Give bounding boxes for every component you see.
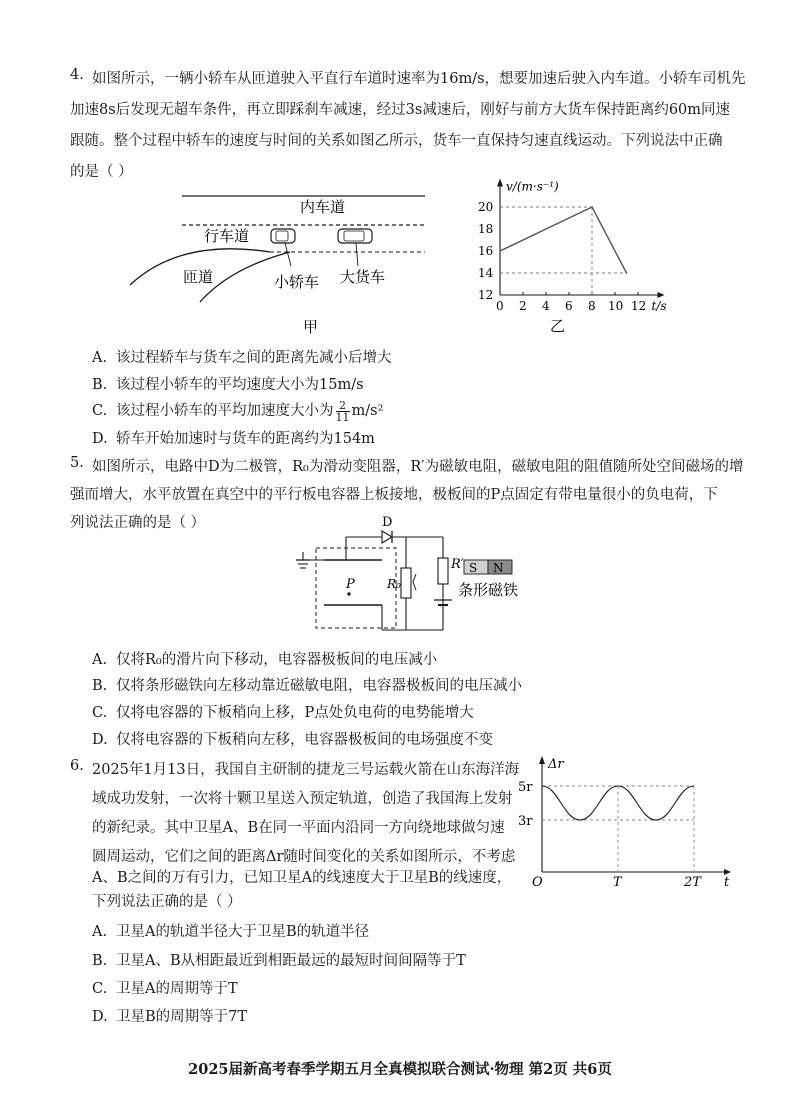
question-6-line-6: 下列说法正确的是（ ） [92,894,242,910]
q4-option-c[interactable]: C. 该过程小轿车的平均加速度大小为 $\frac{2}{11}$ m/s² [92,398,384,424]
svg-text:P: P [346,577,355,592]
velocity-line [500,207,627,273]
delta-r-curve [542,786,694,820]
question-6-number: 6. [70,758,84,774]
magnetoresistor [438,558,448,584]
y-tick-label: 20 [478,200,494,214]
diode-icon [382,531,392,543]
question-4-line-4: 的是（ ） [70,164,133,180]
question-5-line-2: 强而增大，水平放置在真空中的平行板电容器上板接地，极板间的P点固定有带电量很小的负电荷，下 [70,487,718,503]
q6-option-d[interactable]: D. 卫星B的周期等于7T [92,1009,248,1025]
svg-text:D: D [382,515,393,530]
svg-text:T: T [613,875,622,890]
figure-jia-road-diagram [120,178,440,338]
point-p [347,592,350,595]
label-inner-lane: 内车道 [300,198,346,216]
question-6-line-3: 的新纪录。其中卫星A、B在同一平面内沿同一方向绕地球做匀速 [92,820,505,836]
q6-option-b[interactable]: B. 卫星A、B从相距最近到相距最远的最短时间间隔等于T [92,953,466,969]
data-point [591,206,593,208]
figure-jia-caption: 甲 [303,318,319,336]
svg-text:5r: 5r [518,780,533,795]
svg-text:2T: 2T [684,875,701,890]
r0-resistor [401,568,411,598]
question-4-number: 4. [70,67,84,83]
q5-option-d[interactable]: D. 仅将电容器的下板稍向左移，电容器极板间的电场强度不变 [92,732,493,748]
q5-option-c[interactable]: C. 仅将电容器的下板稍向上移，P点处负电荷的电势能增大 [92,705,474,721]
question-6-line-2: 域成功发射，一次将十颗卫星送入预定轨道，创造了我国海上发射 [92,791,513,807]
q5-option-b[interactable]: B. 仅将条形磁铁向左移动靠近磁敏电阻，电容器极板间的电压减小 [92,678,522,694]
svg-text:条形磁铁: 条形磁铁 [458,581,519,599]
y-axis-arrow [497,179,503,187]
y-axis-label: v/(m·s⁻¹) [506,179,559,194]
y-tick-label: 18 [478,222,494,236]
question-5-line-1: 如图所示，电路中D为二极管，R₀为滑动变阻器，R′为磁敏电阻，磁敏电阻的阻值随所处空间磁场的增 [92,459,744,475]
figure-yi-vt-chart [462,172,682,334]
svg-text:t: t [724,875,730,890]
fraction-2-11: $\frac{2}{11}$ [335,398,350,424]
question-5-number: 5. [70,455,84,471]
q6-option-c[interactable]: C. 卫星A的周期等于T [92,981,238,997]
question-4-line-1: 如图所示，一辆小轿车从匝道驶入平直行车道时速率为16m/s，想要加速后驶入内车道。小轿车司机先 [92,71,746,87]
x-axis-label: t/s [651,299,667,313]
q5-option-a[interactable]: A. 仅将R₀的滑片向下移动，电容器极板间的电压减小 [92,652,438,668]
question-6-line-4: 圆周运动，它们之间的距离Δr随时间变化的关系如图所示，不考虑 [92,849,516,865]
data-point [499,250,501,252]
label-small-car: 小轿车 [274,273,320,291]
x-tick-label: 6 [565,299,573,313]
figure-yi-caption: 乙 [550,317,566,334]
x-tick-label: 12 [631,299,647,313]
y-tick-label: 14 [478,266,494,280]
svg-text:S: S [469,561,478,575]
x-axis-arrow [658,292,665,298]
label-truck: 大货车 [340,268,386,286]
question-4-line-2: 加速8s后发现无超车条件，再立即踩刹车减速，经过3s减速后，刚好与前方大货车保持距离约60m同速 [70,102,731,118]
data-point [626,272,628,274]
x-tick-label: 2 [519,299,527,313]
q4-option-d[interactable]: D. 轿车开始加速时与货车的距离约为154m [92,431,375,447]
q4-option-b[interactable]: B. 该过程小轿车的平均速度大小为15m/s [92,377,364,393]
y-tick-label: 16 [478,244,494,258]
svg-text:R′: R′ [451,557,464,572]
q4-option-a[interactable]: A. 该过程轿车与货车之间的距离先减小后增大 [92,350,392,366]
delta-r-time-graph [512,754,734,890]
label-driving-lane: 行车道 [204,227,250,245]
question-6-line-5: A、B之间的万有引力，已知卫星A的线速度大于卫星B的线速度， [92,870,512,886]
label-ramp: 匝道 [183,268,214,286]
y-tick-label: 12 [478,288,494,302]
x-tick-label: 10 [608,299,624,313]
question-6-line-1: 2025年1月13日，我国自主研制的捷龙三号运载火箭在山东海洋海 [92,762,520,778]
svg-text:3r: 3r [518,814,533,829]
svg-text:Δr: Δr [548,757,564,772]
x-tick-label: 4 [542,299,550,313]
circuit-diagram [286,510,536,640]
svg-text:N: N [493,561,504,575]
x-tick-label: 0 [496,299,504,313]
question-4-line-3: 跟随。整个过程中轿车的速度与时间的关系如图乙所示，货车一直保持匀速直线运动。下列说法中正确 [70,133,723,149]
question-5-line-3: 列说法正确的是（ ） [70,515,206,531]
svg-text:O: O [532,875,543,890]
x-tick-label: 8 [588,299,596,313]
page-footer: 2025届新高考春季学期五月全真模拟联合测试·物理 第2页 共6页 [188,1061,612,1078]
svg-text:R₀: R₀ [387,577,401,591]
q6-option-a[interactable]: A. 卫星A的轨道半径大于卫星B的轨道半径 [92,924,370,940]
